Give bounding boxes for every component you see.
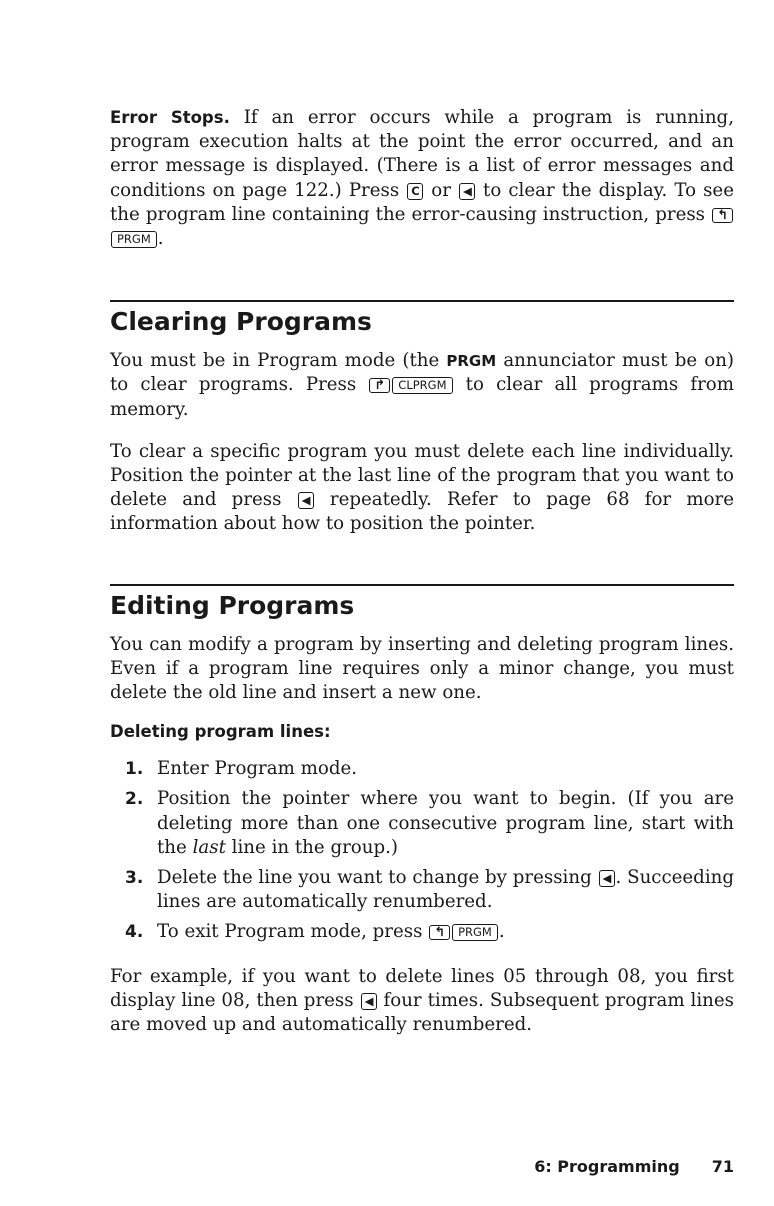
deleting-lines-subheading: Deleting program lines: (110, 722, 331, 742)
step-text: Delete the line you want to change by pressing (157, 867, 598, 889)
text-run: or (424, 179, 458, 201)
backspace-key-icon: ◀ (298, 492, 314, 509)
step-emphasis: last (192, 836, 226, 858)
text-run: For example, if you want to delete lines 05 through 08, you first display line 08, then press (110, 965, 734, 1011)
list-item (110, 920, 734, 944)
text-run: repeatedly. Refer to page 68 for more information about how to position the pointer. (110, 489, 734, 535)
text-run: annunciator must be on) to clear programs. Press (110, 350, 735, 396)
text-run: You must be in Program mode (the (110, 350, 447, 372)
error-stops-heading: Error Stops. (110, 108, 230, 127)
section-divider (110, 300, 734, 302)
step-number: 1. (125, 759, 144, 780)
step-text: Position the pointer where you want to begin. (If you are deleting more than one consecutive program line, start with the (157, 788, 734, 858)
editing-paragraph-1: You can modify a program by inserting and deleting program lines. Even if a program line requires only a minor change, you must delete the old line and insert a new one. (110, 633, 734, 704)
list-item (110, 757, 734, 781)
section-divider (110, 584, 734, 586)
text-run: To clear a specific program you must delete each line individually. Position the pointer at the last line of the program that you want to delete and press (110, 440, 734, 511)
page-content (110, 106, 734, 1037)
step-text: . Succeeding lines are automatically renumbered. (157, 867, 734, 913)
chapter-label: 6: Programming (534, 1157, 680, 1176)
prgm-annunciator: PRGM (446, 352, 497, 371)
right-shift-key-icon: ↰ (429, 925, 450, 940)
step-number: 2. (125, 789, 144, 810)
text-run: . (157, 228, 164, 250)
deleting-steps-list (110, 757, 734, 944)
prgm-key-icon: PRGM (452, 924, 498, 941)
text-run: If an error occurs while a program is running, program execution halts at the point the error occurred, and an error message is displayed. (There is a list of error messages and conditions on page 122.) Press (110, 107, 734, 201)
step-text: line in the group.) (225, 836, 398, 858)
prgm-key-icon: PRGM (111, 231, 157, 248)
clearing-programs-title: Clearing Programs (110, 307, 372, 337)
page-footer (534, 1157, 734, 1176)
backspace-key-icon: ◀ (599, 870, 615, 887)
step-number: 4. (125, 922, 144, 943)
page-number: 71 (711, 1157, 734, 1176)
editing-paragraph-2 (110, 965, 734, 1038)
step-number: 3. (125, 868, 144, 889)
backspace-key-icon: ◀ (361, 993, 377, 1010)
editing-programs-title: Editing Programs (110, 590, 355, 620)
step-text: . (498, 921, 505, 943)
text-run: to clear the display. To see the program line containing the error-causing instruction, press (110, 179, 734, 225)
text-run: to clear all programs from memory. (110, 374, 734, 420)
left-shift-key-icon: ↱ (369, 378, 390, 393)
c-key-icon: C (407, 183, 423, 200)
clearing-paragraph-2 (110, 440, 734, 537)
clprgm-key-icon: CLPRGM (392, 377, 452, 394)
error-stops-paragraph (110, 106, 734, 251)
text-run: four times. Subsequent program lines are moved up and automatically renumbered. (110, 989, 734, 1036)
step-text: Enter Program mode. (157, 758, 358, 780)
step-text: To exit Program mode, press (157, 921, 429, 943)
right-shift-key-icon: ↰ (712, 208, 733, 223)
list-item (110, 866, 734, 914)
backspace-key-icon: ◀ (459, 183, 475, 200)
clearing-paragraph-1 (110, 349, 734, 422)
list-item (110, 787, 734, 860)
